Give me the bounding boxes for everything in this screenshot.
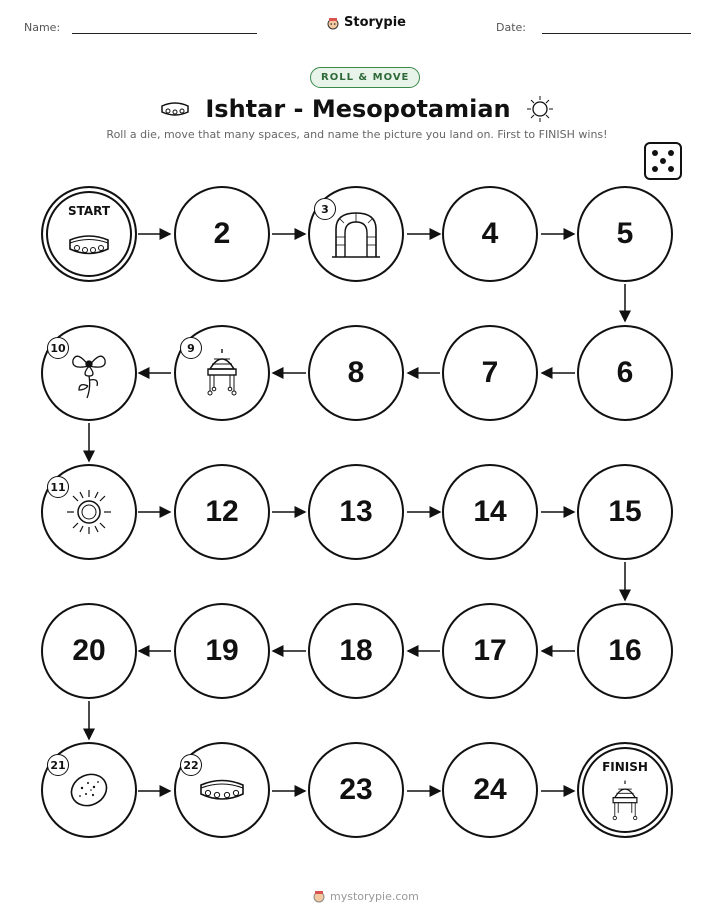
space-22[interactable]: [174, 742, 270, 838]
title-text: Ishtar - Mesopotamian: [205, 95, 511, 123]
space-number-badge: 11: [47, 476, 69, 498]
space-7[interactable]: 7: [442, 325, 538, 421]
space-11[interactable]: [41, 464, 137, 560]
space-13[interactable]: 13: [308, 464, 404, 560]
space-number-badge: 22: [180, 754, 202, 776]
ring-icon: [198, 775, 246, 805]
space-14[interactable]: 14: [442, 464, 538, 560]
category-pill: ROLL & MOVE: [310, 67, 420, 88]
space-number-badge: 21: [47, 754, 69, 776]
space-5[interactable]: 5: [577, 186, 673, 282]
instructions: Roll a die, move that many spaces, and name the picture you land on. First to FINISH wins!: [106, 128, 608, 141]
space-number-badge: 10: [47, 337, 69, 359]
space-16[interactable]: 16: [577, 603, 673, 699]
ring-icon: [67, 231, 111, 259]
footer-url[interactable]: mystorypie.com: [330, 889, 419, 903]
space-8[interactable]: 8: [308, 325, 404, 421]
space-9[interactable]: [174, 325, 270, 421]
sun-icon: [64, 487, 114, 537]
space-2[interactable]: 2: [174, 186, 270, 282]
space-23[interactable]: 23: [308, 742, 404, 838]
space-17[interactable]: 17: [442, 603, 538, 699]
space-24[interactable]: 24: [442, 742, 538, 838]
space-12[interactable]: 12: [174, 464, 270, 560]
stone-icon: [67, 770, 111, 810]
name-label: Name:: [24, 21, 61, 34]
space-18[interactable]: 18: [308, 603, 404, 699]
storypie-mascot-icon: [312, 889, 326, 903]
space-4[interactable]: 4: [442, 186, 538, 282]
footer: [312, 889, 419, 903]
start-space[interactable]: [41, 186, 137, 282]
space-15[interactable]: 15: [577, 464, 673, 560]
space-20[interactable]: 20: [41, 603, 137, 699]
space-3[interactable]: [308, 186, 404, 282]
headdress-icon: [202, 347, 242, 399]
space-21[interactable]: [41, 742, 137, 838]
space-10[interactable]: [41, 325, 137, 421]
date-label: Date:: [496, 21, 526, 34]
space-number-badge: 9: [180, 337, 202, 359]
ishtar-gate-icon: [330, 209, 382, 259]
space-19[interactable]: 19: [174, 603, 270, 699]
space-6[interactable]: 6: [577, 325, 673, 421]
headdress-icon: [608, 778, 642, 824]
space-number-badge: 3: [314, 198, 336, 220]
brand-name: Storypie: [344, 15, 406, 30]
poppy-icon: [67, 346, 111, 400]
start-label: START: [67, 204, 111, 218]
finish-space[interactable]: [577, 742, 673, 838]
finish-label: FINISH: [602, 760, 648, 774]
